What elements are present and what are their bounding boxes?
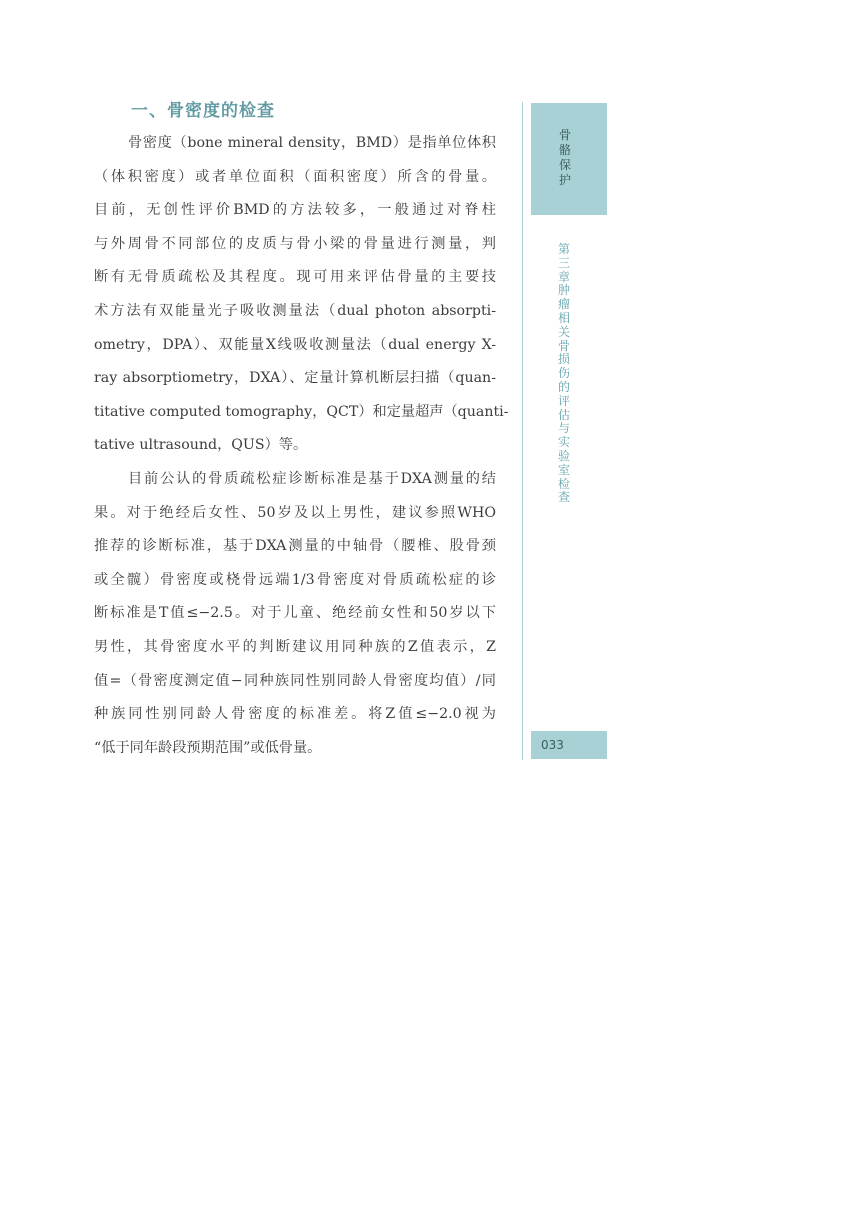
text-line: 或全髋）骨密度或桡骨远端1/3骨密度对骨质疏松症的诊 bbox=[94, 571, 496, 588]
chapter-running-title: 第三章 肿瘤相关骨损伤的评估与实验室检查 bbox=[557, 242, 570, 505]
text-line: 目前，无创性评价BMD的方法较多，一般通过对脊柱 bbox=[94, 202, 496, 219]
text-line: 果。对于绝经后女性、50岁及以上男性，建议参照WHO bbox=[94, 504, 496, 521]
section-tab-label: 骨骼保护 bbox=[558, 128, 571, 187]
text-line: 种族同性别同龄人骨密度的标准差。将Z值≤−2.0视为 bbox=[94, 706, 496, 723]
section-title: 一、骨密度的检查 bbox=[131, 101, 275, 121]
text-line: “低于同年龄段预期范围”或低骨量。 bbox=[94, 739, 322, 756]
text-line: 骨密度（bone mineral density，BMD）是指单位体积 bbox=[128, 135, 496, 151]
text-line: 与外周骨不同部位的皮质与骨小梁的骨量进行测量，判 bbox=[94, 235, 496, 252]
text-line: ray absorptiometry，DXA）、定量计算机断层扫描（quan- bbox=[94, 370, 496, 387]
text-line: 断有无骨质疏松及其程度。现可用来评估骨量的主要技 bbox=[94, 269, 496, 286]
paragraph-diagnostic-criteria bbox=[94, 463, 496, 765]
text-line: ometry，DPA）、双能量X线吸收测量法（dual energy X- bbox=[94, 336, 496, 353]
paragraph-bmd-definition bbox=[94, 127, 509, 463]
text-line: tative ultrasound，QUS）等。 bbox=[94, 437, 308, 454]
text-line: 目前公认的骨质疏松症诊断标准是基于DXA测量的结 bbox=[128, 470, 496, 487]
text-line: 术方法有双能量光子吸收测量法（dual photon absorpti- bbox=[94, 302, 496, 319]
body-text bbox=[94, 127, 509, 765]
text-line: （体积密度）或者单位面积（面积密度）所含的骨量。 bbox=[94, 168, 496, 185]
page-number: 033 bbox=[541, 738, 564, 752]
margin-divider bbox=[522, 102, 523, 760]
text-line: 男性，其骨密度水平的判断建议用同种族的Z值表示，Z bbox=[94, 638, 496, 655]
text-line: 值=（骨密度测定值−同种族同性别同龄人骨密度均值）/同 bbox=[94, 672, 496, 689]
text-line: titative computed tomography，QCT）和定量超声（quanti- bbox=[94, 403, 509, 420]
text-line: 推荐的诊断标准，基于DXA测量的中轴骨（腰椎、股骨颈 bbox=[94, 538, 496, 555]
text-line: 断标准是T值≤−2.5。对于儿童、绝经前女性和50岁以下 bbox=[94, 605, 496, 622]
